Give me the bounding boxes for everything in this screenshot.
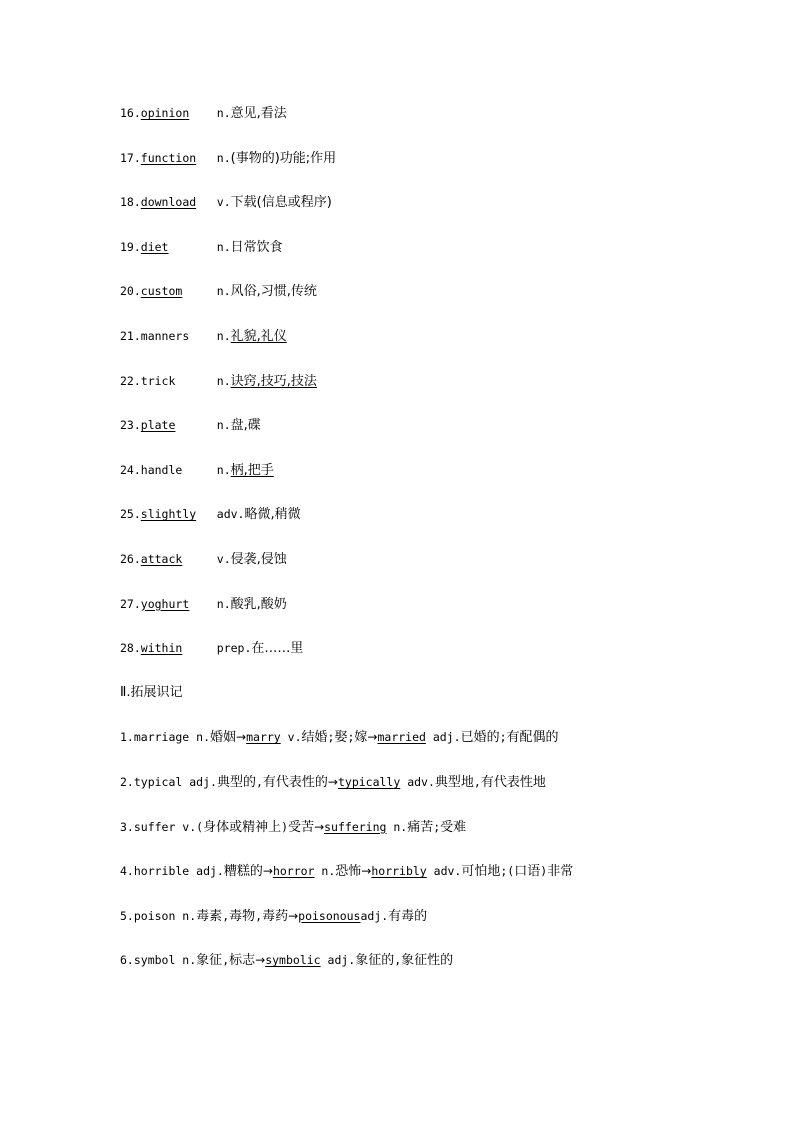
vocab-item [120,150,336,167]
text-run: ) [281,819,289,834]
text-run: adj. [425,730,461,745]
text-run: , [222,953,230,968]
text-run: 4.horrible adj. [120,864,224,879]
vocab-meaning: 礼貌,礼仪 [230,329,287,344]
text-run: , [473,775,481,789]
text-run: 有毒的 [388,908,428,924]
text-run: v. [280,730,302,745]
definition-text [120,775,328,790]
vocab-word [141,551,217,567]
vocab-word [141,640,217,656]
text-run: 婚姻 [210,730,237,746]
vocab-word [141,328,217,344]
item-number: 28. [120,641,141,656]
text-run: adv. [426,864,462,879]
text-run: 毒物 [229,908,256,924]
definition-text [314,864,361,879]
text-run: adv. [400,775,435,789]
arrow-icon: → [288,908,299,923]
definition-text [386,820,466,835]
vocab-word [141,150,217,166]
definition-text [120,909,288,924]
vocab-meaning: 日常饮食 [230,239,283,255]
derived-word: typically [337,775,401,789]
vocab-word [141,194,217,210]
arrow-icon: → [262,864,273,879]
vocab-meaning: 柄,把手 [230,462,274,478]
vocab-word-text: manners [140,329,190,343]
part-of-speech: n. [216,150,231,165]
text-run: 恐怖 [335,864,362,880]
derived-word: horribly [371,864,427,879]
text-run: 5.poison n. [120,908,197,923]
vocab-item [120,283,317,300]
definition-text [321,953,454,968]
text-run: adj. [320,953,356,968]
text-run: ; [499,730,507,745]
vocab-meaning: 在……里 [251,641,304,657]
text-run: 象征性的 [401,953,454,969]
text-run: n. [386,819,408,834]
derived-word: poisonous [298,908,361,923]
part-of-speech: prep. [216,641,252,656]
text-run: 标志 [229,953,256,969]
derived-word: marry [246,730,281,745]
vocab-word [141,105,217,121]
text-run: ; [327,730,335,745]
expansion-item [120,952,453,969]
vocab-word-text: function [140,150,197,165]
definition-text [281,730,368,745]
item-number: 25. [120,507,141,522]
text-run: 有代表性地 [480,775,546,790]
part-of-speech: n. [216,329,231,343]
text-run: ; [347,730,355,745]
vocab-meaning: 略微,稍微 [244,507,301,523]
text-run: 2.typical adj. [120,775,217,789]
part-of-speech: n. [216,106,231,120]
arrow-icon: → [255,953,266,968]
arrow-icon: → [327,775,338,789]
vocab-meaning: 下载(信息或程序) [230,195,332,211]
text-run: 受苦 [288,819,315,835]
expansion-item [120,729,559,746]
vocab-word-text: diet [140,239,169,254]
text-run: 6.symbol n. [120,953,197,968]
text-run: 受难 [440,819,467,835]
vocab-word [141,239,217,255]
expansion-item [120,908,427,925]
vocab-word-text: yoghurt [140,596,190,611]
item-number: 19. [120,239,141,254]
item-number: 17. [120,150,141,165]
arrow-icon: → [314,819,325,834]
text-run: 口语 [514,864,541,880]
part-of-speech: n. [216,239,231,254]
text-run: 典型地 [434,775,474,790]
derived-word: symbolic [265,953,321,968]
vocab-word [141,417,217,433]
item-number: 27. [120,596,141,611]
item-number: 20. [120,284,141,299]
item-number: 24. [120,462,141,477]
definition-text [120,730,236,745]
text-run: , [255,775,263,789]
vocab-item [120,194,332,211]
text-run: 非常 [547,864,574,880]
vocab-item [120,551,287,568]
definition-text [427,864,573,879]
definition-text [120,820,314,835]
vocab-word-text: plate [140,418,176,433]
part-of-speech: v. [216,552,231,566]
text-run: 毒药 [262,908,289,924]
text-run: 身体或精神上 [203,819,282,835]
vocab-item [120,373,317,390]
item-number: 22. [120,373,141,388]
vocab-item [120,328,287,345]
vocab-word-text: handle [140,462,183,477]
text-run: adj. [360,908,389,923]
part-of-speech: v. [216,195,231,210]
item-number: 16. [120,106,141,120]
vocab-word [141,283,217,299]
vocab-word-text: download [140,195,197,210]
text-run: 有配偶的 [506,730,559,746]
text-run: ;( [500,864,515,879]
vocab-meaning: 风俗,习惯,传统 [230,284,317,300]
text-run: 象征的 [355,953,395,969]
vocab-word [141,596,217,612]
definition-text [120,953,255,968]
text-run: 1.marriage n. [120,730,211,745]
part-of-speech: n. [216,418,231,433]
arrow-icon: → [367,730,378,745]
vocab-word-text: trick [140,373,176,388]
part-of-speech: n. [216,462,231,477]
text-run: 毒素 [196,908,223,924]
vocab-word [141,506,217,522]
expansion-item [120,863,573,880]
text-run: 有代表性的 [262,775,328,790]
text-run: 象征 [196,953,223,969]
item-number: 23. [120,418,141,433]
text-run: 痛苦 [407,819,434,835]
text-run: n. [314,864,336,879]
text-run: ) [540,864,548,879]
item-number: 26. [120,552,141,566]
definition-text [426,730,559,745]
vocab-word [141,462,217,478]
vocab-item [120,239,283,256]
arrow-icon: → [361,864,372,879]
item-number: 21. [120,329,141,343]
definition-text [400,775,546,790]
part-of-speech: n. [216,373,231,388]
expansion-item [120,774,546,791]
vocab-meaning: 诀窍,技巧,技法 [230,373,317,389]
text-run: 已婚的 [460,730,500,746]
vocab-item [120,596,287,613]
section-heading: Ⅱ.拓展识记 [120,684,183,700]
vocab-word-text: opinion [140,106,190,120]
vocab-meaning: 意见,看法 [230,106,287,121]
vocab-meaning: (事物的)功能;作用 [230,150,337,166]
text-run: 3.suffer v.( [120,819,204,834]
vocab-item [120,640,303,657]
vocab-word-text: custom [140,284,183,299]
vocab-word [141,373,217,389]
vocab-word-text: slightly [140,507,197,522]
expansion-item [120,819,466,836]
derived-word: horror [272,864,315,879]
text-run: 典型的 [216,775,256,790]
definition-text [360,909,427,924]
vocab-item [120,462,274,479]
text-run: , [222,908,230,923]
text-run: 可怕地 [461,864,501,880]
vocab-item [120,417,261,434]
vocab-meaning: 盘,碟 [230,418,261,434]
vocab-meaning: 酸乳,酸奶 [230,596,287,612]
text-run: , [394,953,402,968]
text-run: 结婚 [301,730,328,746]
vocab-meaning: 侵袭,侵蚀 [230,552,287,567]
arrow-icon: → [236,730,247,745]
derived-word: suffering [324,819,387,834]
text-run: 嫁 [354,730,368,746]
part-of-speech: n. [216,596,231,611]
part-of-speech: adv. [216,507,245,522]
text-run: , [255,908,263,923]
text-run: 娶 [334,730,348,746]
text-run: 糟糕的 [223,864,263,880]
part-of-speech: n. [216,284,231,299]
vocab-word-text: attack [140,552,183,566]
item-number: 18. [120,195,141,210]
vocab-word-text: within [140,641,183,656]
definition-text [120,864,263,879]
vocab-item [120,506,301,523]
derived-word: married [377,730,426,745]
text-run: ; [433,819,441,834]
vocab-item [120,105,287,122]
